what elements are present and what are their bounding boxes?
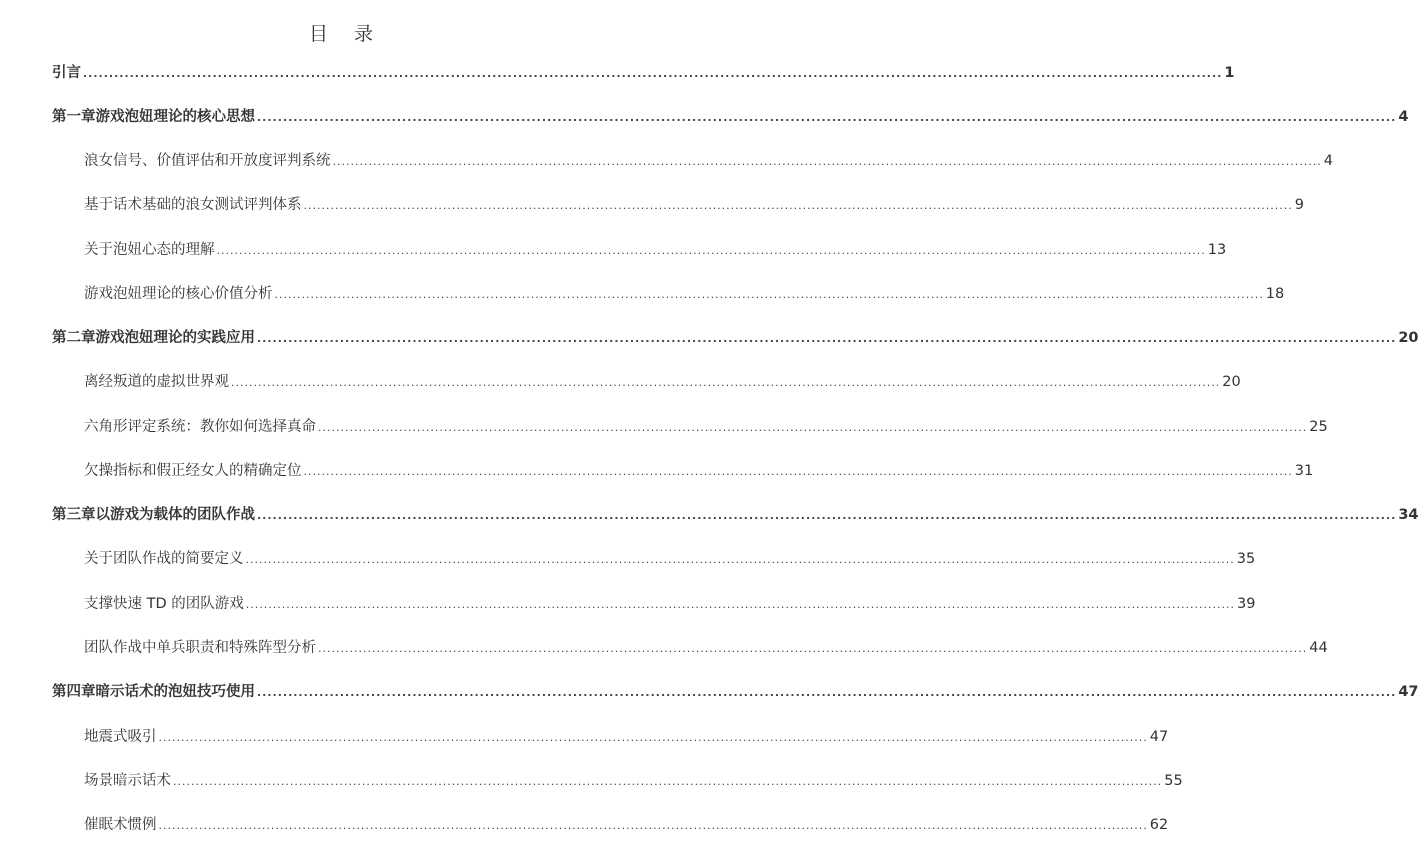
dot-leader: ............................................................................................................................................................................................................................ [318, 421, 1308, 434]
entry-title: 场景暗示话术 [84, 773, 171, 789]
entry-page-number: 20 [1222, 374, 1241, 390]
entry-title: 欠操指标和假正经女人的精确定位 [84, 463, 302, 479]
dot-leader: ............................................................................................................................................................................................................................ [257, 686, 1397, 699]
toc-entry-section[interactable] [84, 459, 1314, 483]
dot-leader: ............................................................................................................................................................................................................................ [245, 598, 1235, 611]
toc-entry-section[interactable] [84, 370, 1241, 394]
toc-title: 目 录 [308, 23, 384, 45]
dot-leader: ............................................................................................................................................................................................................................ [257, 332, 1397, 345]
dot-leader: ............................................................................................................................................................................................................................ [83, 67, 1223, 80]
dot-leader: ............................................................................................................................................................................................................................ [257, 509, 1397, 522]
dot-leader: ............................................................................................................................................................................................................................ [303, 199, 1293, 212]
dot-leader: ............................................................................................................................................................................................................................ [216, 244, 1206, 257]
entry-page-number: 18 [1265, 286, 1285, 302]
chapter-number: 第三章 [52, 507, 96, 523]
toc-entry-section[interactable] [84, 149, 1333, 173]
toc-entry-section[interactable] [84, 238, 1227, 262]
entry-page-number: 13 [1207, 242, 1227, 258]
chapter-number: 第二章 [52, 330, 96, 346]
toc-entry-chapter-4[interactable] [52, 680, 1419, 704]
entry-title: 暗示话术的泡妞技巧使用 [95, 684, 255, 700]
entry-page-number: 4 [1323, 153, 1333, 169]
entry-page-number: 1 [1224, 65, 1235, 81]
dot-leader: ............................................................................................................................................................................................................................ [158, 731, 1148, 744]
entry-title: 地震式吸引 [84, 729, 157, 745]
entry-page-number: 55 [1164, 773, 1183, 789]
chapter-number: 第四章 [52, 684, 96, 700]
dot-leader: ............................................................................................................................................................................................................................ [257, 111, 1397, 124]
toc-entry-section[interactable] [84, 592, 1256, 616]
toc-entry-section[interactable] [84, 282, 1285, 306]
toc-entry-chapter-3[interactable] [52, 503, 1419, 527]
toc-entry-section[interactable] [84, 547, 1256, 571]
dot-leader: ............................................................................................................................................................................................................................ [318, 642, 1308, 655]
entry-page-number: 34 [1398, 507, 1419, 523]
entry-title: 六角形评定系统：教你如何选择真命 [84, 419, 316, 435]
entry-page-number: 35 [1236, 551, 1256, 567]
entry-title: 支撑快速 TD 的团队游戏 [84, 596, 244, 612]
entry-title: 催眠术惯例 [84, 817, 157, 833]
dot-leader: ............................................................................................................................................................................................................................ [274, 288, 1264, 301]
entry-page-number: 31 [1294, 463, 1314, 479]
entry-page-number: 44 [1309, 640, 1328, 656]
toc-entry-section[interactable] [84, 636, 1328, 660]
entry-title: 游戏泡妞理论的核心价值分析 [84, 286, 273, 302]
entry-title: 团队作战中单兵职责和特殊阵型分析 [84, 640, 316, 656]
chapter-number: 第一章 [52, 109, 96, 125]
toc-entry-section[interactable] [84, 415, 1328, 439]
entry-title: 基于话术基础的浪女测试评判体系 [84, 197, 302, 213]
dot-leader: ............................................................................................................................................................................................................................ [173, 775, 1163, 788]
entry-title: 浪女信号、价值评估和开放度评判系统 [84, 153, 331, 169]
dot-leader: ............................................................................................................................................................................................................................ [245, 553, 1235, 566]
dot-leader: ............................................................................................................................................................................................................................ [158, 819, 1148, 832]
toc-entry-section[interactable] [84, 725, 1169, 749]
entry-title: 离经叛道的虚拟世界观 [84, 374, 229, 390]
entry-title: 引言 [52, 65, 81, 81]
toc-entry-intro[interactable] [52, 61, 1235, 85]
entry-page-number: 39 [1237, 596, 1256, 612]
entry-title: 关于团队作战的简要定义 [84, 551, 244, 567]
toc-entry-section[interactable] [84, 769, 1183, 793]
entry-page-number: 9 [1294, 197, 1304, 213]
entry-page-number: 47 [1398, 684, 1419, 700]
toc-entry-chapter-2[interactable] [52, 326, 1419, 350]
toc-entry-chapter-1[interactable] [52, 105, 1409, 129]
entry-title: 以游戏为载体的团队作战 [95, 507, 255, 523]
entry-title: 游戏泡妞理论的实践应用 [95, 330, 255, 346]
entry-page-number: 62 [1149, 817, 1169, 833]
entry-page-number: 4 [1398, 109, 1409, 125]
entry-title: 游戏泡妞理论的核心思想 [95, 109, 255, 125]
dot-leader: ............................................................................................................................................................................................................................ [303, 465, 1293, 478]
entry-page-number: 20 [1398, 330, 1419, 346]
dot-leader: ............................................................................................................................................................................................................................ [332, 155, 1322, 168]
entry-page-number: 47 [1149, 729, 1169, 745]
toc-entry-section[interactable] [84, 813, 1169, 837]
entry-page-number: 25 [1309, 419, 1328, 435]
toc-entry-section[interactable] [84, 193, 1304, 217]
dot-leader: ............................................................................................................................................................................................................................ [231, 376, 1221, 389]
entry-title: 关于泡妞心态的理解 [84, 242, 215, 258]
